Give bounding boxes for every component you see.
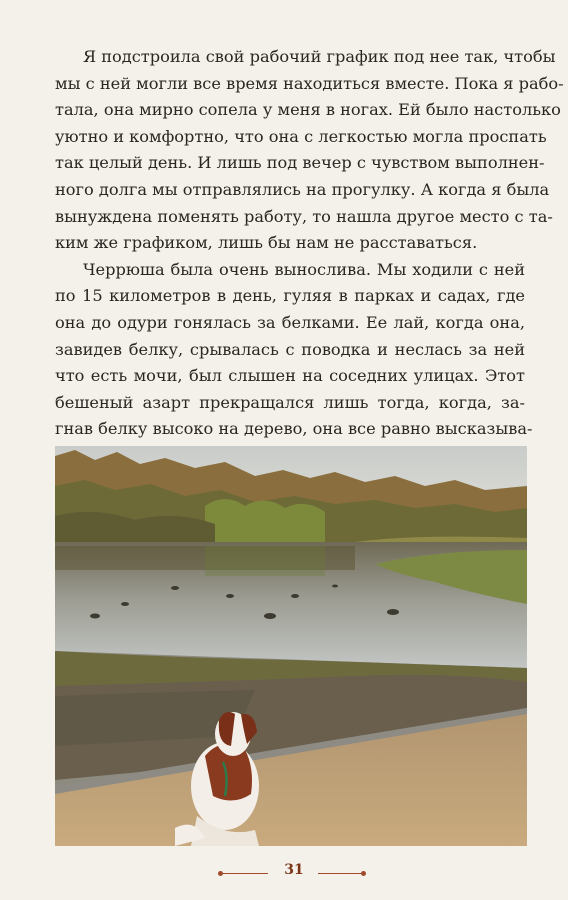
text-line: гнав белку высоко на дерево, она все равно высказыва- bbox=[55, 419, 533, 439]
ornament-dot bbox=[361, 871, 366, 876]
ornament-rule bbox=[318, 873, 364, 874]
text-line: Я подстроила свой рабочий график под нее так, чтобы bbox=[83, 47, 556, 66]
text-line: по 15 километров в день, гуляя в парках и садах, где bbox=[55, 286, 525, 306]
park-photo bbox=[55, 446, 527, 846]
text-line: завидев белку, срывалась с поводка и неслась за ней bbox=[55, 339, 525, 359]
text-line: ким же графиком, лишь бы нам не расставаться. bbox=[55, 233, 478, 253]
text-line: уютно и комфортно, что она с легкостью могла проспать bbox=[55, 126, 547, 146]
park-photo-illustration bbox=[55, 446, 527, 846]
ornament-rule bbox=[222, 873, 268, 874]
text-line: так целый день. И лишь под вечер с чувством выполнен- bbox=[55, 153, 545, 173]
text-line: ного долга мы отправлялись на прогулку. А когда я была bbox=[55, 179, 550, 199]
page-number: 31 bbox=[284, 862, 304, 878]
text-line: вынуждена поменять работу, то нашла другое место с та- bbox=[55, 206, 553, 226]
body-text bbox=[55, 44, 564, 443]
page-number-footer bbox=[0, 862, 568, 886]
text-line: Черрюша была очень вынослива. Мы ходили с ней bbox=[83, 259, 525, 279]
text-line: она до одури гонялась за белками. Ее лай, когда она, bbox=[55, 312, 525, 332]
text-line: мы с ней могли все время находиться вместе. Пока я рабо- bbox=[55, 73, 564, 93]
text-line: тала, она мирно сопела у меня в ногах. Ей было настолько bbox=[55, 100, 561, 120]
text-line: бешеный азарт прекращался лишь тогда, когда, за- bbox=[55, 392, 525, 412]
text-line: что есть мочи, был слышен на соседних улицах. Этот bbox=[55, 366, 525, 386]
